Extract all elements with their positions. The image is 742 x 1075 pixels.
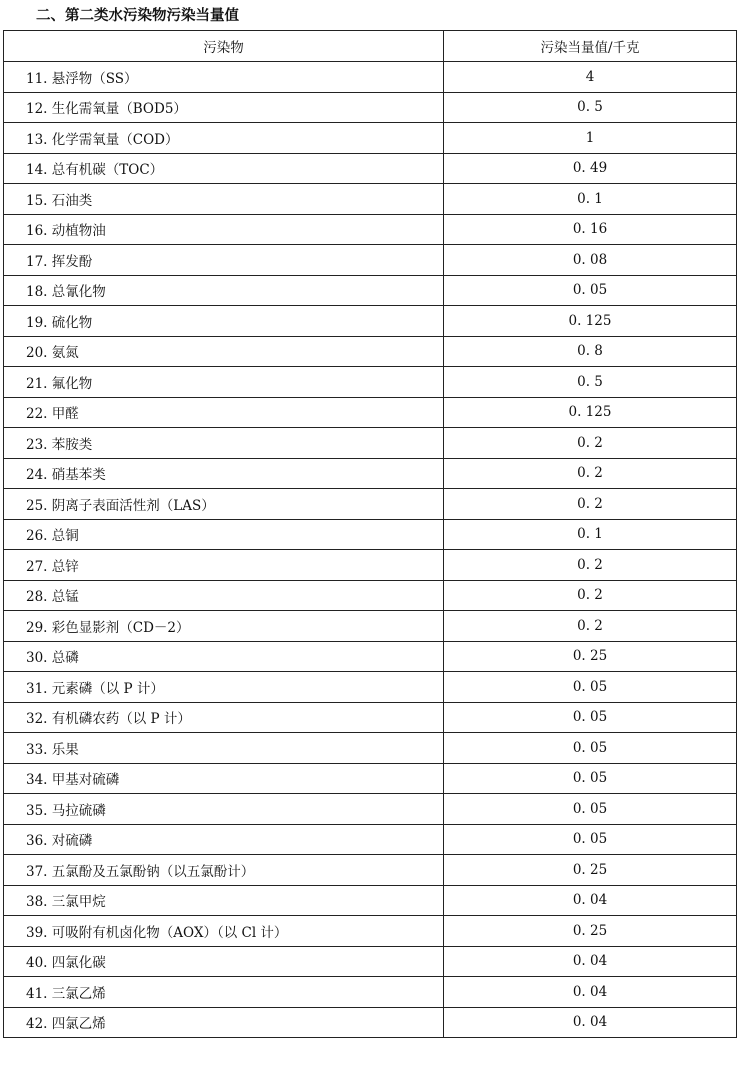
table-row <box>4 916 737 947</box>
table-header-row <box>4 31 737 62</box>
table-row <box>4 763 737 794</box>
pollutant-name: 17. 挥发酚 <box>4 245 444 276</box>
equivalent-value: 0. 2 <box>444 489 737 520</box>
equivalent-value: 0. 1 <box>444 519 737 550</box>
pollutant-name: 37. 五氯酚及五氯酚钠（以五氯酚计） <box>4 855 444 886</box>
table-row <box>4 458 737 489</box>
table-row <box>4 92 737 123</box>
equivalent-value: 0. 2 <box>444 611 737 642</box>
equivalent-value: 0. 25 <box>444 916 737 947</box>
table-row <box>4 855 737 886</box>
table-row <box>4 245 737 276</box>
table-row <box>4 611 737 642</box>
equivalent-value: 0. 04 <box>444 977 737 1008</box>
pollutant-name: 26. 总铜 <box>4 519 444 550</box>
pollutant-name: 18. 总氰化物 <box>4 275 444 306</box>
pollutant-table <box>3 30 737 1038</box>
table-row <box>4 733 737 764</box>
table-row <box>4 519 737 550</box>
equivalent-value: 0. 25 <box>444 641 737 672</box>
pollutant-name: 22. 甲醛 <box>4 397 444 428</box>
table-row <box>4 794 737 825</box>
equivalent-value: 0. 04 <box>444 1007 737 1038</box>
pollutant-name: 34. 甲基对硫磷 <box>4 763 444 794</box>
pollutant-name: 42. 四氯乙烯 <box>4 1007 444 1038</box>
table-row <box>4 580 737 611</box>
equivalent-value: 0. 2 <box>444 580 737 611</box>
equivalent-value: 0. 05 <box>444 824 737 855</box>
pollutant-name: 16. 动植物油 <box>4 214 444 245</box>
equivalent-value: 0. 5 <box>444 92 737 123</box>
pollutant-name: 33. 乐果 <box>4 733 444 764</box>
equivalent-value: 0. 08 <box>444 245 737 276</box>
pollutant-name: 15. 石油类 <box>4 184 444 215</box>
equivalent-value: 0. 8 <box>444 336 737 367</box>
pollutant-name: 36. 对硫磷 <box>4 824 444 855</box>
equivalent-value: 0. 05 <box>444 733 737 764</box>
pollutant-name: 14. 总有机碳（TOC） <box>4 153 444 184</box>
pollutant-name: 28. 总锰 <box>4 580 444 611</box>
table-row <box>4 153 737 184</box>
equivalent-value: 0. 2 <box>444 550 737 581</box>
equivalent-value: 0. 1 <box>444 184 737 215</box>
pollutant-name: 23. 苯胺类 <box>4 428 444 459</box>
table-body <box>4 62 737 1038</box>
section-title: 二、第二类水污染物污染当量值 <box>36 8 239 24</box>
pollutant-name: 35. 马拉硫磷 <box>4 794 444 825</box>
equivalent-value: 0. 05 <box>444 275 737 306</box>
table-row <box>4 336 737 367</box>
table-row <box>4 550 737 581</box>
equivalent-value: 0. 49 <box>444 153 737 184</box>
table-row <box>4 275 737 306</box>
pollutant-name: 39. 可吸附有机卤化物（AOX）（以 Cl 计） <box>4 916 444 947</box>
table-row <box>4 946 737 977</box>
pollutant-name: 30. 总磷 <box>4 641 444 672</box>
table-row <box>4 977 737 1008</box>
equivalent-value: 0. 2 <box>444 458 737 489</box>
table-row <box>4 672 737 703</box>
table-row <box>4 123 737 154</box>
column-header-pollutant: 污染物 <box>4 31 444 62</box>
pollutant-name: 12. 生化需氧量（BOD5） <box>4 92 444 123</box>
equivalent-value: 0. 125 <box>444 306 737 337</box>
pollutant-name: 24. 硝基苯类 <box>4 458 444 489</box>
pollutant-name: 13. 化学需氧量（COD） <box>4 123 444 154</box>
equivalent-value: 1 <box>444 123 737 154</box>
equivalent-value: 0. 125 <box>444 397 737 428</box>
equivalent-value: 0. 2 <box>444 428 737 459</box>
table-row <box>4 1007 737 1038</box>
pollutant-name: 29. 彩色显影剂（CD－2） <box>4 611 444 642</box>
column-header-equivalent-value: 污染当量值/千克 <box>444 31 737 62</box>
pollutant-name: 40. 四氯化碳 <box>4 946 444 977</box>
table-row <box>4 62 737 93</box>
table-row <box>4 367 737 398</box>
equivalent-value: 0. 05 <box>444 702 737 733</box>
equivalent-value: 0. 04 <box>444 885 737 916</box>
pollutant-name: 31. 元素磷（以 P 计） <box>4 672 444 703</box>
pollutant-name: 21. 氟化物 <box>4 367 444 398</box>
table-row <box>4 184 737 215</box>
pollutant-name: 41. 三氯乙烯 <box>4 977 444 1008</box>
equivalent-value: 0. 05 <box>444 794 737 825</box>
pollutant-name: 19. 硫化物 <box>4 306 444 337</box>
table-row <box>4 824 737 855</box>
pollutant-name: 11. 悬浮物（SS） <box>4 62 444 93</box>
pollutant-name: 25. 阴离子表面活性剂（LAS） <box>4 489 444 520</box>
table-row <box>4 428 737 459</box>
pollutant-name: 38. 三氯甲烷 <box>4 885 444 916</box>
pollutant-name: 27. 总锌 <box>4 550 444 581</box>
table-row <box>4 214 737 245</box>
equivalent-value: 0. 25 <box>444 855 737 886</box>
pollutant-name: 32. 有机磷农药（以 P 计） <box>4 702 444 733</box>
table-row <box>4 397 737 428</box>
table-row <box>4 885 737 916</box>
equivalent-value: 0. 5 <box>444 367 737 398</box>
equivalent-value: 0. 05 <box>444 763 737 794</box>
table-row <box>4 702 737 733</box>
pollutant-name: 20. 氨氮 <box>4 336 444 367</box>
table-row <box>4 489 737 520</box>
equivalent-value: 0. 16 <box>444 214 737 245</box>
equivalent-value: 0. 05 <box>444 672 737 703</box>
table-row <box>4 306 737 337</box>
equivalent-value: 0. 04 <box>444 946 737 977</box>
table-row <box>4 641 737 672</box>
equivalent-value: 4 <box>444 62 737 93</box>
